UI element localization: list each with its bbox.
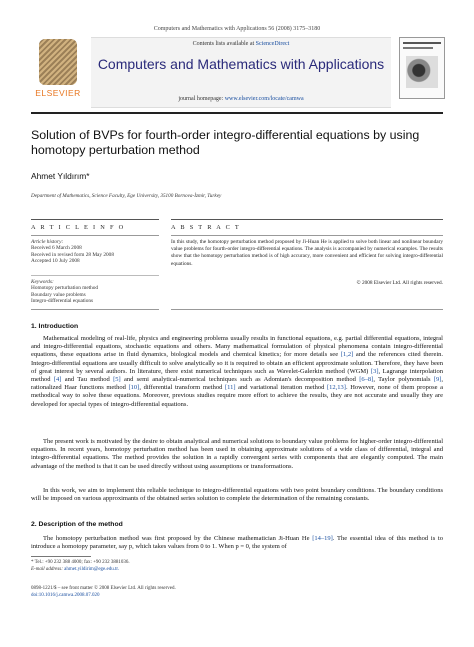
citation-link[interactable]: [11] [224,384,236,392]
sciencedirect-link[interactable]: ScienceDirect [255,41,290,47]
citation-link[interactable]: [4] [53,376,62,384]
info-divider [31,275,159,276]
header-rule [31,112,443,114]
footnotes [31,559,443,573]
keywords: Keywords: Homotopy perturbation method Boundary value problems Integro-differential equations [31,279,159,304]
section-heading-method: 2. Description of the method [31,521,123,528]
article-history: Article history: Received 6 March 2008 Received in revised form 28 May 2008 Accepted 10 July 2008 [31,239,159,264]
abstract-rule-end [171,309,443,310]
intro-paragraph-1: Mathematical modeling of real-life, physics and engineering problems usually results in functional equations, e.g. partial differential equations, integral and integro-differential equations, stochastic equations and others. Many mathematical formulation of physical phenomena contain integro-differential equations, these equations arise in fluid dynamics, biological models and chemical kinetics; for more details see [1,2] and the references cited therein. Integro-differential equations are usually difficult to solve analytically so it is required to obtain an efficient approximate solution. Therefore, they have been of great interest by several authors. In literature, there exist numerical techniques such as Wavelet-Galerkin method (WGM) [3], Lagrange interpolation method [4] and Tau method [5] and semi analytical-numerical techniques such as Adomian's decomposition method [6–8], Taylor polynomials [9], rationalized Haar functions method [10], differential transform method [11] and variational iteration method [12,13]. However, none of them propose a methodical way to solve these equations. Moreover, previous studies require more effort to achieve the results, they are not accurate and usually they are developed for special types of integro-differential equations. [31,335,444,408]
abstract-text: In this study, the homotopy perturbation method proposed by Ji-Huan He is applied to solve both linear and nonlinear boundary value problems for fourth-order integro-differential equations. The analysis is accompanied by numerical examples. The results show that the homotopy perturbation method is of high accuracy, more convenient and efficient for solving integro-differential equations. [171,239,443,267]
elsevier-logo[interactable] [31,37,85,97]
intro-paragraph-3: In this work, we aim to implement this reliable technique to integro-differential equations with two point boundary conditions. The boundary conditions will be imposed on various approximants of the obtained series solution to complete the determination of the remaining constants. [31,487,443,503]
tree-logo-icon [39,39,77,85]
running-head: Computers and Mathematics with Applications 56 (2008) 3175–3180 [153,26,321,32]
cover-image [406,56,438,88]
citation-link[interactable]: [10] [128,384,140,392]
homepage-link[interactable]: www.elsevier.com/locate/camwa [224,96,304,102]
abstract-rule-bottom [171,235,443,236]
email-link[interactable]: ahmet.yildirim@ege.edu.tr. [64,567,120,572]
abstract-heading: A B S T R A C T [171,224,241,231]
section-heading-introduction: 1. Introduction [31,323,79,330]
info-rule-top [31,219,159,220]
citation-link[interactable]: [14–19] [312,535,333,542]
journal-cover-thumbnail[interactable] [399,37,445,99]
info-rule-bottom [31,235,159,236]
info-rule-end [31,309,159,310]
keyword: Boundary value problems [31,291,86,298]
keyword: Integro-differential equations [31,297,94,304]
article-title: Solution of BVPs for fourth-order integro-differential equations by using homotopy perturbation method [31,128,420,157]
footnote-rule [31,556,91,557]
citation-link[interactable]: [5] [113,376,121,384]
doi-link[interactable]: doi:10.1016/j.camwa.2008.07.020 [31,593,100,598]
history-revised: Received in revised form 28 May 2008 [31,251,114,258]
front-matter: 0898-1221/$ – see front matter © 2008 Elsevier Ltd. All rights reserved. doi:10.1016/j.camwa.2008.07.020 [31,585,443,599]
author-name[interactable]: Ahmet Yıldırım* [31,171,90,181]
author-contact: * Tel.: +90 232 388 4000; fax: +90 232 3881036. [31,560,130,565]
publisher-name: ELSEVIER [35,88,81,98]
history-accepted: Accepted 10 July 2008 [31,257,80,264]
author-email-line: E-mail address: ahmet.yildirim@ege.edu.tr. [31,567,120,572]
contents-line: Contents lists available at ScienceDirect [192,41,290,47]
history-received: Received 6 March 2008 [31,245,82,252]
journal-homepage: journal homepage: www.elsevier.com/locate/camwa [178,96,304,102]
keyword: Homotopy perturbation method [31,285,99,292]
intro-paragraph-2: The present work is motivated by the desire to obtain analytical and numerical solutions to boundary value problems for higher-order integro-differential equations. In recent years, homotopy perturbation method has been used in obtaining approximate solutions of a wide class of differential, integral and integro-differential equations. The method provides the solution in a rapidly convergent series with components that are elegantly computed. The main advantage of the method is that it can be used directly without using assumptions or transformations. [31,438,443,470]
method-paragraph-1: The homotopy perturbation method was first proposed by the Chinese mathematician Ji-Huan He [14–19]. The essential idea of this method is to introduce a homotopy parameter, say p, which takes values from 0 to 1. When p = 0, the system of [31,535,443,551]
abstract-copyright: © 2008 Elsevier Ltd. All rights reserved. [356,280,443,286]
citation-link[interactable]: [1,2] [340,351,354,359]
citation-link[interactable]: [12,13] [326,384,346,392]
article-info-heading: A R T I C L E I N F O [31,224,126,231]
journal-header [31,37,443,109]
citation-link[interactable]: [9] [433,376,442,384]
citation-link[interactable]: [3] [370,367,379,375]
author-affiliation: Department of Mathematics, Science Faculty, Ege University, 35100 Bornova-İzmir, Turkey [31,193,222,199]
citation-link[interactable]: [6–8] [359,376,374,384]
journal-title: Computers and Mathematics with Applications [97,56,385,72]
abstract-rule-top [171,219,443,220]
